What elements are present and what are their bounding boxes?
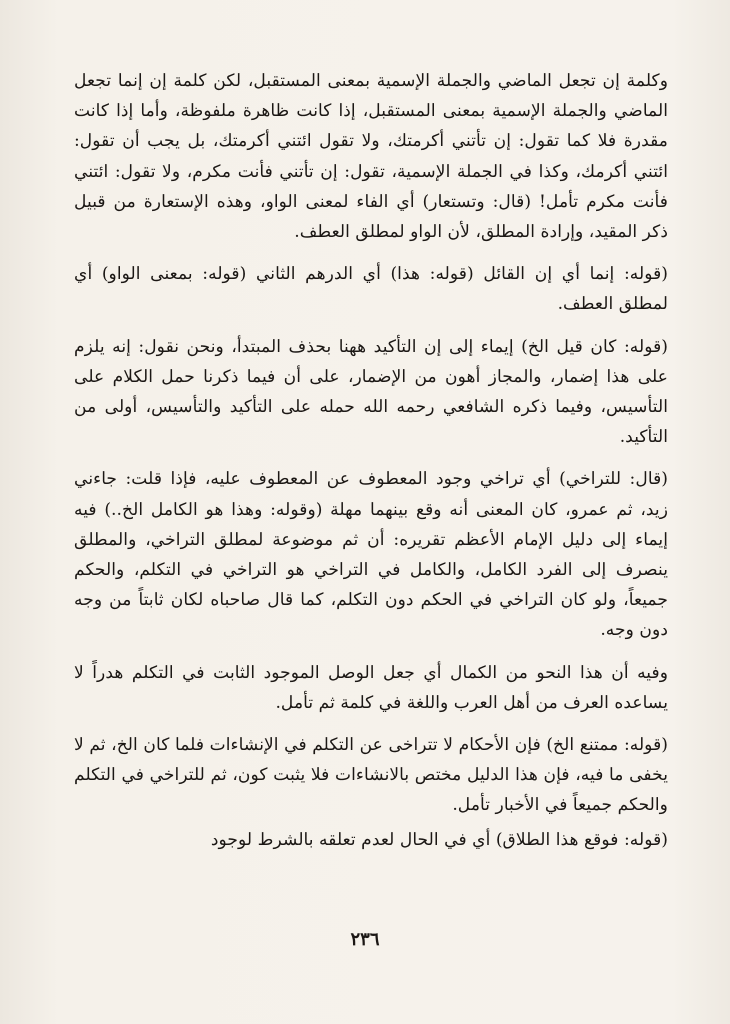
page-number: ٢٣٦ [350, 929, 380, 950]
page-body [74, 66, 668, 855]
paragraph-2: (قوله: إنما أي إن القائل (قوله: هذا) أي الدرهم الثاني (قوله: بمعنى الواو) أي لمطلق العطف. [74, 264, 668, 315]
paragraph-5: وفيه أن هذا النحو من الكمال أي جعل الوصل الموجود الثابت في التكلم هدراً لا يساعده العرف من أهل العرب واللغة في كلمة ثم تأمل. [74, 662, 668, 713]
paragraph-3: (قوله: كان قيل الخ) إيماء إلى إن التأكيد ههنا بحذف المبتدأ، ونحن نقول: إنه يلزم على هذا إضمار، والمجاز أهون من الإضمار، على أن فيما ذكرنا حمل الكلام على التأسيس، وفيما ذكره الشافعي رحمه الله حمله على التأكيد والتأسيس، أولى من التأكيد. [74, 336, 668, 448]
paragraph-7: (قوله: فوقع هذا الطلاق) أي في الحال لعدم تعلقه بالشرط لوجود [210, 829, 668, 850]
paragraph-1: وكلمة إن تجعل الماضي والجملة الإسمية بمعنى المستقبل، لكن كلمة إن إنما تجعل الماضي والجملة الإسمية بمعنى المستقبل، إذا كانت ظاهرة ملفوظة، وأما إذا كانت مقدرة فلا كما تقول: إن تأتني أكرمتك، ولا تقول ائتني أكرمتك، بل يجب أن تقول: ائتني أكرمك، وكذا في الجملة الإسمية، تقول: إن تأتني فأنت مكرم، ولا تقول: ائتني فأنت مكرم تأمل! (قال: وتستعار) أي الفاء لمعنى الواو، وهذه الإستعارة من قبيل ذكر المقيد، وإرادة المطلق، لأن الواو لمطلق العطف. [74, 71, 668, 243]
paragraph-6: (قوله: ممتنع الخ) فإن الأحكام لا تتراخى عن التكلم في الإنشاءات فلما كان الخ، ثم لا يخفى ما فيه، فإن هذا الدليل مختص بالانشاءات فلا يثبت كون، ثم للتراخي في التكلم والحكم جميعاً في الأخبار تأمل. [74, 735, 668, 816]
paragraph-4: (قال: للتراخي) أي تراخي وجود المعطوف عن المعطوف عليه، فإذا قلت: جاءني زيد، ثم عمرو، كان المعنى أنه وقع بينهما مهلة (وقوله: وهذا هو الكامل الخ..) فيه إيماء إلى دليل الإمام الأعظم تقريره: أن ثم موضوعة لمطلق التراخي، والمطلق ينصرف إلى الفرد الكامل، والكامل في التراخي هو التراخي في التكلم، والحكم جميعاً، ولو كان التراخي في الحكم دون التكلم، كما قال صاحباه لكان ثابتاً من وجه دون وجه. [74, 469, 668, 641]
